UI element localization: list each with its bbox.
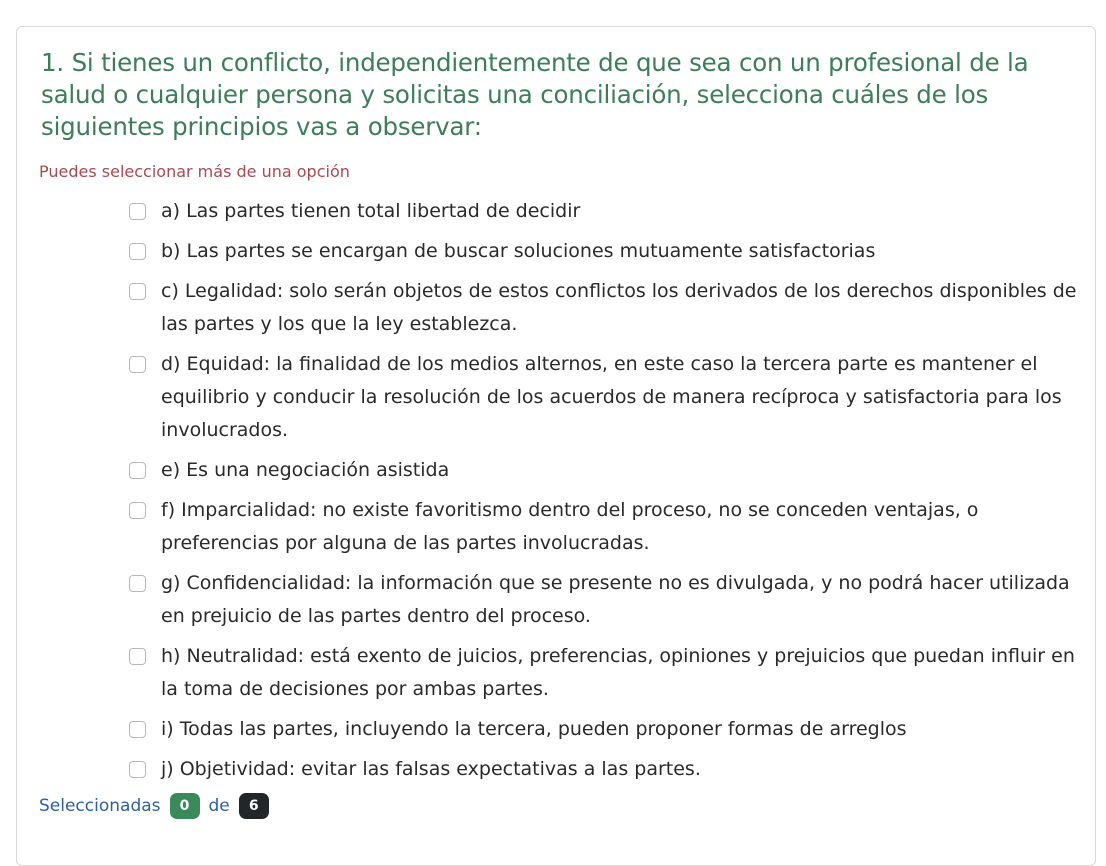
option-label: c) Legalidad: solo serán objetos de estos conflictos los derivados de los derechos disponibles de las partes y los que la ley establezca. bbox=[161, 280, 1077, 335]
option-h[interactable] bbox=[127, 640, 1087, 706]
hint-text: Puedes seleccionar más de una opción bbox=[39, 162, 350, 181]
checkbox-a[interactable] bbox=[129, 203, 146, 220]
option-label: e) Es una negociación asistida bbox=[161, 459, 450, 481]
checkbox-d[interactable] bbox=[129, 356, 146, 373]
question-text: 1. Si tienes un conflicto, independientemente de que sea con un profesional de la salud o cualquier persona y solicitas una conciliación, selecciona cuáles de los siguientes principios vas a observar: bbox=[41, 48, 1029, 141]
option-label: a) Las partes tienen total libertad de decidir bbox=[161, 200, 581, 222]
option-label: d) Equidad: la finalidad de los medios alternos, en este caso la tercera parte es mantener el equilibrio y conducir la resolución de los acuerdos de manera recíproca y satisfactoria para los involucrados. bbox=[161, 353, 1062, 441]
checkbox-b[interactable] bbox=[129, 243, 146, 260]
option-j[interactable] bbox=[127, 753, 1087, 786]
checkbox-i[interactable] bbox=[129, 721, 146, 738]
question-card bbox=[16, 26, 1096, 866]
option-label: b) Las partes se encargan de buscar soluciones mutuamente satisfactorias bbox=[161, 240, 876, 262]
checkbox-g[interactable] bbox=[129, 575, 146, 592]
option-i[interactable] bbox=[127, 713, 1087, 746]
checkbox-e[interactable] bbox=[129, 462, 146, 479]
selected-count-badge: 0 bbox=[170, 793, 200, 819]
option-f[interactable] bbox=[127, 494, 1087, 560]
of-label: de bbox=[208, 796, 230, 816]
checkbox-h[interactable] bbox=[129, 648, 146, 665]
option-label: j) Objetividad: evitar las falsas expectativas a las partes. bbox=[161, 758, 701, 780]
selected-label: Seleccionadas bbox=[39, 796, 161, 816]
option-label: h) Neutralidad: está exento de juicios, preferencias, opiniones y prejuicios que puedan influir en la toma de decisiones por ambas partes. bbox=[161, 645, 1075, 700]
option-e[interactable] bbox=[127, 454, 1087, 487]
option-a[interactable] bbox=[127, 195, 1087, 228]
option-d[interactable] bbox=[127, 348, 1087, 447]
option-b[interactable] bbox=[127, 235, 1087, 268]
checkbox-c[interactable] bbox=[129, 283, 146, 300]
total-count-badge: 6 bbox=[239, 793, 269, 819]
option-label: g) Confidencialidad: la información que se presente no es divulgada, y no podrá hacer utilizada en prejuicio de las partes dentro del proceso. bbox=[161, 572, 1070, 627]
option-label: f) Imparcialidad: no existe favoritismo dentro del proceso, no se conceden ventajas, o preferencias por alguna de las partes involucradas. bbox=[161, 499, 979, 554]
checkbox-f[interactable] bbox=[129, 502, 146, 519]
checkbox-j[interactable] bbox=[129, 761, 146, 778]
selection-counter bbox=[39, 793, 278, 819]
option-c[interactable] bbox=[127, 275, 1087, 341]
options-list bbox=[127, 195, 1087, 793]
option-label: i) Todas las partes, incluyendo la tercera, pueden proponer formas de arreglos bbox=[161, 718, 907, 740]
option-g[interactable] bbox=[127, 567, 1087, 633]
